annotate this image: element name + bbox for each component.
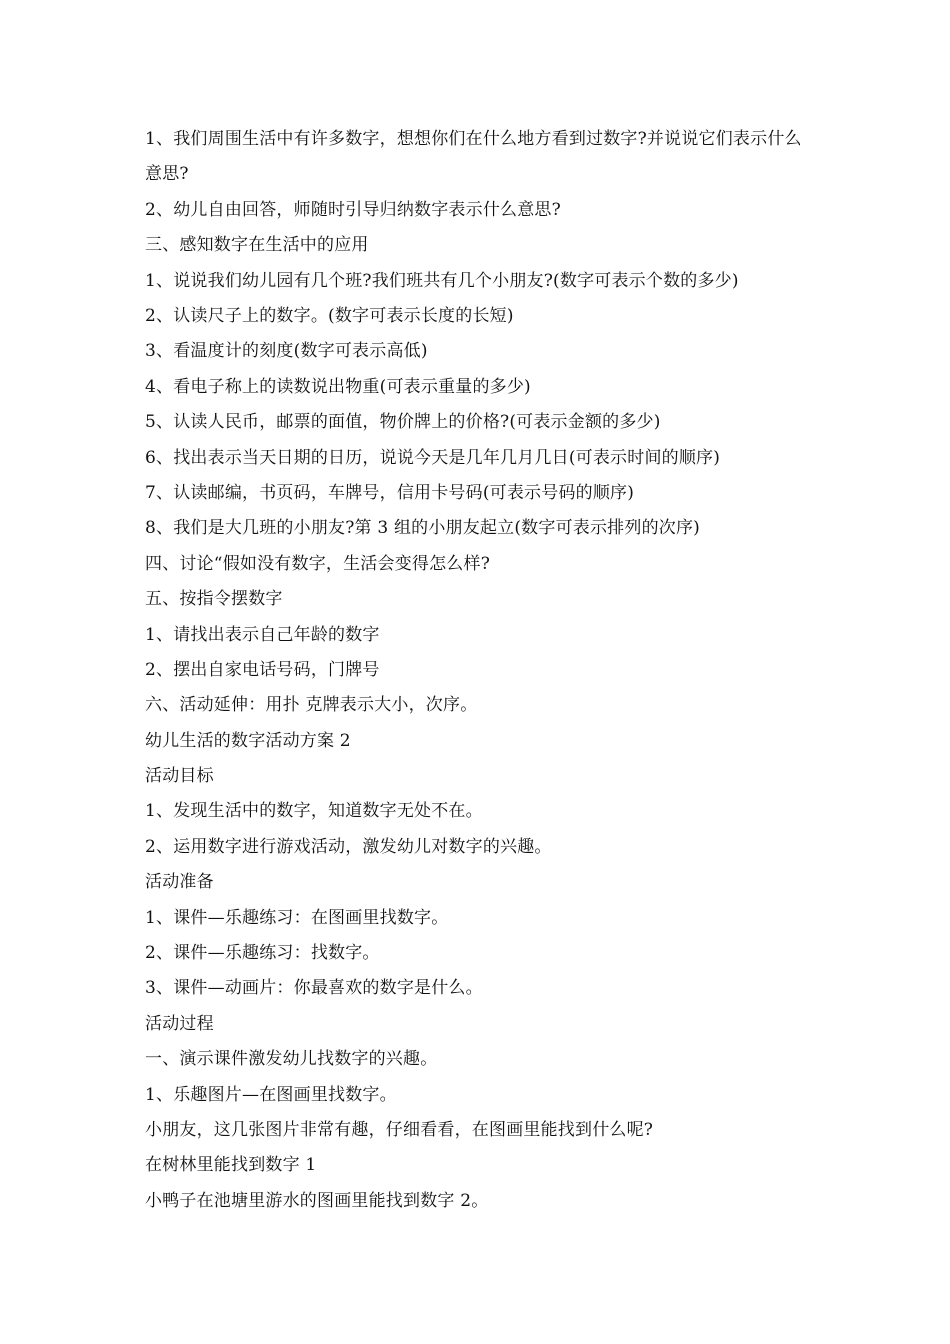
- paragraph-line: 8、我们是大几班的小朋友?第 3 组的小朋友起立(数字可表示排列的次序): [145, 518, 701, 539]
- section-heading: 活动目标: [145, 766, 214, 787]
- paragraph-line: 2、幼儿自由回答，师随时引导归纳数字表示什么意思?: [145, 199, 561, 220]
- section-heading: 活动过程: [145, 1013, 214, 1034]
- paragraph-line: 1、发现生活中的数字，知道数字无处不在。: [145, 801, 483, 822]
- paragraph-line: 在树林里能找到数字 1: [145, 1155, 317, 1176]
- paragraph-line: 1、课件—乐趣练习：在图画里找数字。: [145, 907, 449, 928]
- section-heading: 五、按指令摆数字: [145, 589, 283, 610]
- paragraph-line: 1、乐趣图片—在图画里找数字。: [145, 1084, 397, 1105]
- paragraph-line: 6、找出表示当天日期的日历，说说今天是几年几月几日(可表示时间的顺序): [145, 447, 721, 468]
- paragraph-line: 2、认读尺子上的数字。(数字可表示长度的长短): [145, 305, 514, 326]
- paragraph-line: 2、课件—乐趣练习：找数字。: [145, 943, 380, 964]
- section-heading: 三、感知数字在生活中的应用: [145, 235, 369, 256]
- paragraph-line: 7、认读邮编，书页码，车牌号，信用卡号码(可表示号码的顺序): [145, 482, 635, 503]
- section-heading: 一、演示课件激发幼儿找数字的兴趣。: [145, 1049, 438, 1070]
- paragraph-line: 1、请找出表示自己年龄的数字: [145, 624, 380, 645]
- section-heading: 四、讨论“假如没有数字，生活会变得怎么样?: [145, 553, 491, 574]
- paragraph-line: 2、运用数字进行游戏活动，激发幼儿对数字的兴趣。: [145, 836, 552, 857]
- document-title: 幼儿生活的数字活动方案 2: [145, 730, 351, 751]
- document-body: [145, 122, 810, 1219]
- paragraph-line: 5、认读人民币，邮票的面值，物价牌上的价格?(可表示金额的多少): [145, 412, 661, 433]
- section-heading: 六、活动延伸：用扑 克牌表示大小，次序。: [145, 695, 478, 716]
- paragraph-line: 1、说说我们幼儿园有几个班?我们班共有几个小朋友?(数字可表示个数的多少): [145, 270, 739, 291]
- paragraph-line: 4、看电子称上的读数说出物重(可表示重量的多少): [145, 376, 531, 397]
- section-heading: 活动准备: [145, 872, 214, 893]
- paragraph-line: 3、课件—动画片：你最喜欢的数字是什么。: [145, 978, 483, 999]
- paragraph-line: 3、看温度计的刻度(数字可表示高低): [145, 341, 428, 362]
- paragraph-line: 1、我们周围生活中有许多数字，想想你们在什么地方看到过数字?并说说它们表示什么意思?: [145, 129, 802, 185]
- paragraph-line: 2、摆出自家电话号码，门牌号: [145, 659, 380, 680]
- paragraph-line: 小朋友，这几张图片非常有趣，仔细看看，在图画里能找到什么呢?: [145, 1119, 654, 1140]
- paragraph-line: 小鸭子在池塘里游水的图画里能找到数字 2。: [145, 1190, 489, 1211]
